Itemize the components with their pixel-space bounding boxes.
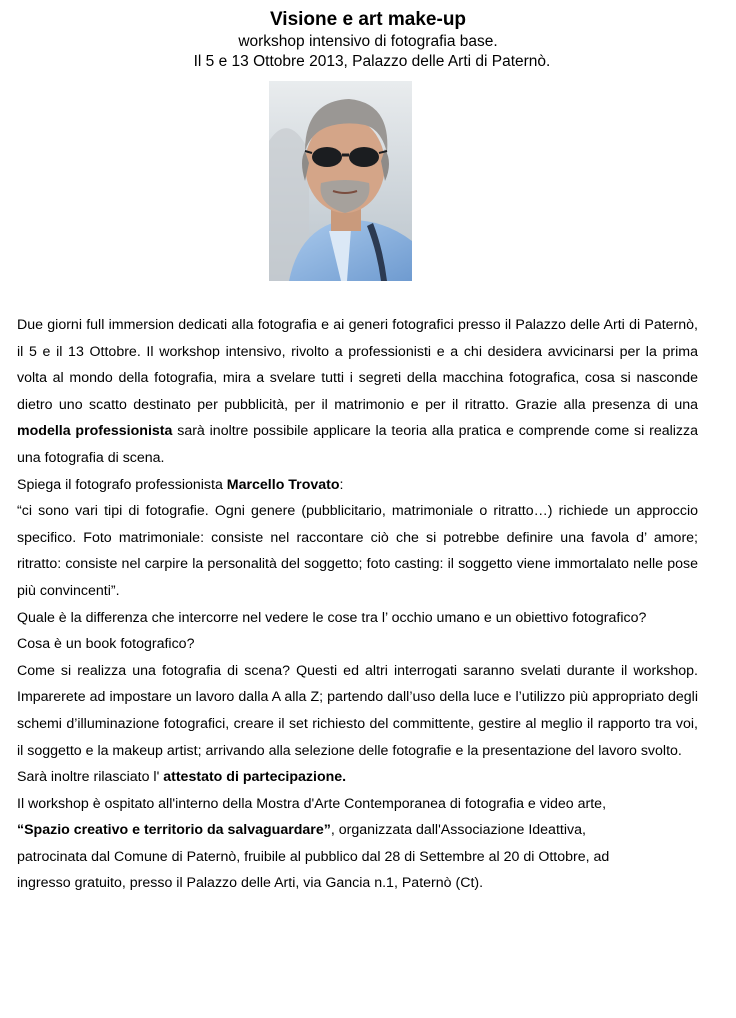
- exhibition-title: “Spazio creativo e territorio da salvaguardare”: [17, 822, 331, 839]
- exhibition-line-4: ingresso gratuito, presso il Palazzo delle Arti, via Gancia n.1, Paternò (Ct).: [17, 875, 484, 892]
- exhibition-line-2: [17, 817, 698, 844]
- exhibition-organizer: , organizzata dall'Associazione Ideattiva,: [330, 822, 586, 839]
- exhibition-line-3: patrocinata dal Comune di Paternò, fruibile al pubblico dal 28 di Settembre al 20 di Ottobre, ad: [17, 848, 610, 865]
- exhibition-line-1: Il workshop è ospitato all'interno della Mostra d'Arte Contemporanea di fotografia e video arte,: [17, 795, 607, 812]
- photographer-intro: [17, 472, 698, 499]
- question-book: Cosa è un book fotografico?: [17, 636, 195, 653]
- photographer-intro-text: Spiega il fotografo professionista: [17, 476, 227, 493]
- question-eye-lens: Quale è la differenza che intercorre nel vedere le cose tra l’ occhio umano e un obiettivo fotografico?: [17, 609, 647, 626]
- document-header: [0, 8, 736, 72]
- document-subtitle: workshop intensivo di fotografia base.: [238, 33, 498, 50]
- document-title: Visione e art make-up: [269, 9, 467, 30]
- photographer-intro-colon: :: [339, 476, 344, 493]
- article-body: [17, 312, 698, 897]
- photographer-portrait: [269, 81, 412, 281]
- photographer-name: Marcello Trovato: [226, 476, 340, 493]
- intro-text-2: sarà inoltre possibile applicare la teoria alla pratica e comprende come si realizza una fotografia di scena.: [17, 423, 698, 466]
- intro-text-1: Due giorni full immersion dedicati alla fotografia e ai generi fotografici presso il Palazzo delle Arti di Paternò, il 5 e il 13 Ottobre. Il workshop intensivo, rivolto a professionisti e a chi desidera avvicinarsi per la prima volta al mondo della fotografia, mira a svelare tutti i segreti della macchina fotografica, cosa si nasconde dietro uno scatto destinato per pubblicità, per il matrimonio e per il ritratto. Grazie alla presenza di una: [17, 317, 698, 413]
- workshop-details-paragraph: Come si realizza una fotografia di scena? Questi ed altri interrogati saranno svelati durante il workshop. Imparerete ad impostare un lavoro dalla A alla Z; partendo dall’uso della luce e l’utilizzo più appropriato degli schemi d’illuminazione fotografici, creare il set richiesto del committente, gestire al meglio il rapporto tra voi, il soggetto e la makeup artist; arrivando alla selezione delle fotografie e la presentazione del lavoro svolto.: [17, 662, 698, 759]
- model-highlight: modella professionista: [17, 423, 173, 440]
- certificate-paragraph: [17, 764, 698, 791]
- certificate-highlight: attestato di partecipazione.: [163, 769, 347, 786]
- intro-paragraph: [17, 312, 698, 472]
- certificate-text: Sarà inoltre rilasciato l': [17, 769, 164, 786]
- quote-paragraph: “ci sono vari tipi di fotografie. Ogni genere (pubblicitario, matrimoniale o ritratto…) richiede un approccio specifico. Foto matrimoniale: consiste nel raccontare ciò che si potrebbe definire una favola d’ amore; ritratto: consiste nel carpire la personalità del soggetto; foto casting: il soggetto viene immortalato nelle pose più convincenti”.: [17, 503, 698, 599]
- portrait-illustration: [269, 81, 412, 281]
- event-dates: Il 5 e 13 Ottobre 2013, Palazzo delle Arti di Paternò.: [193, 53, 551, 70]
